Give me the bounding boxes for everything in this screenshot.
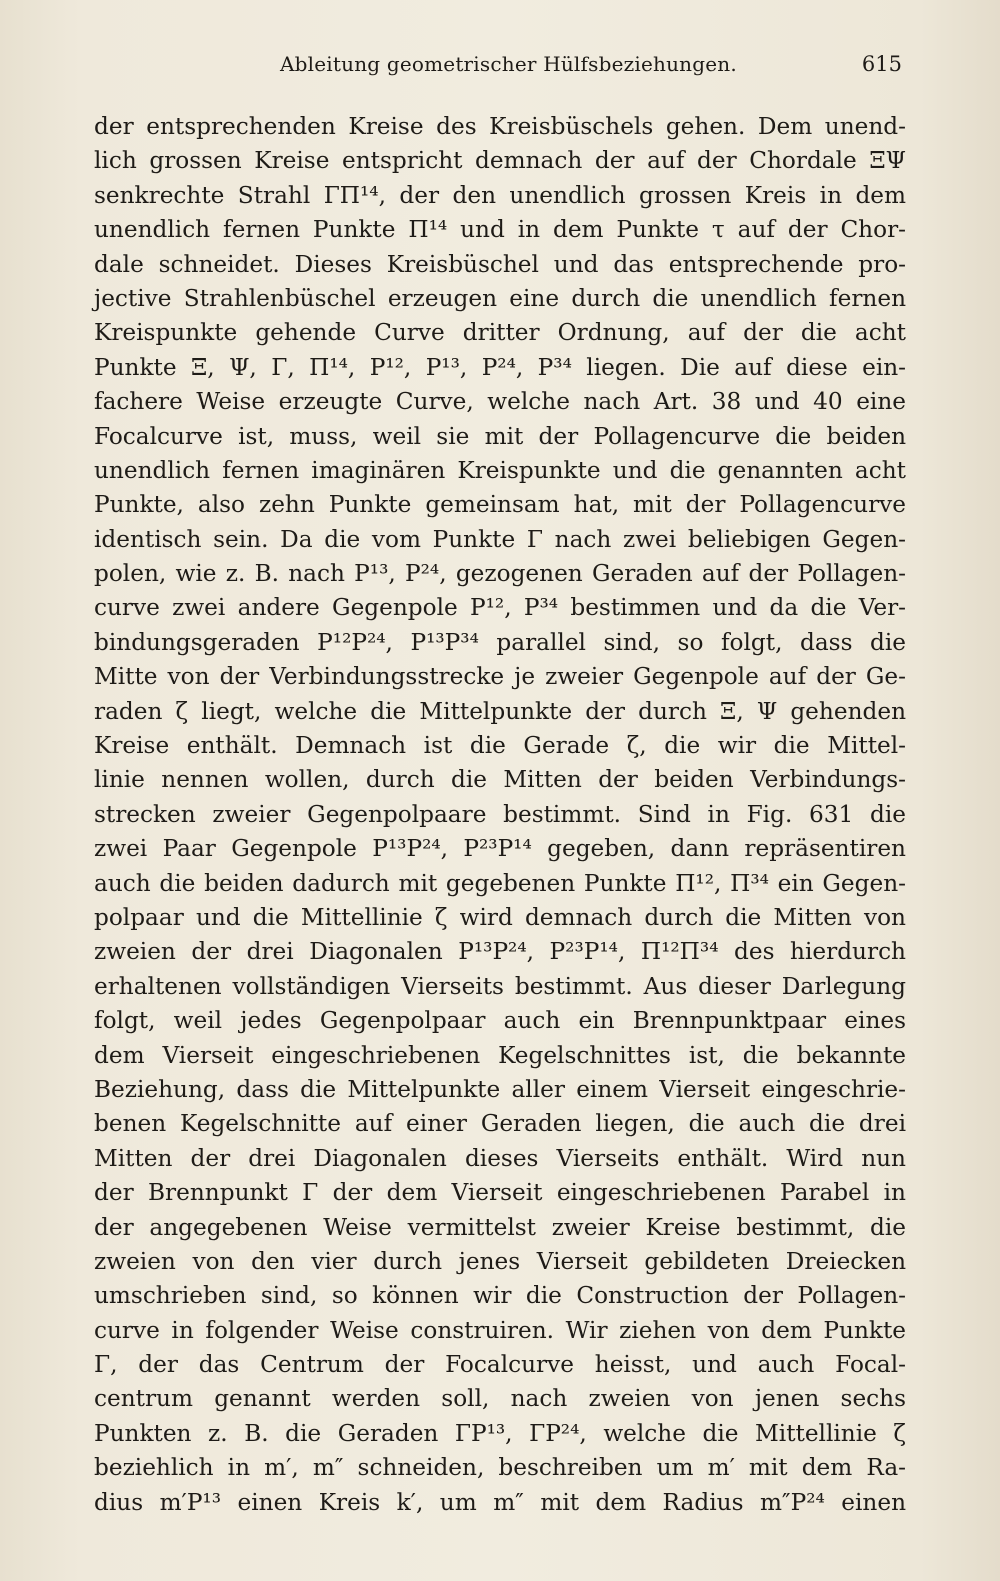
text-line: Γ, der das Centrum der Focalcurve heisst, und auch Focal- [94,1351,906,1379]
text-line: identisch sein. Da die vom Punkte Γ nach zwei beliebigen Gegen- [94,525,906,553]
text-line: zweien der drei Diagonalen P¹³P²⁴, P²³P¹⁴, Π¹²Π³⁴ des hierdurch [94,938,906,966]
running-head: Ableitung geometrischer Hülfsbeziehungen. [280,52,737,76]
text-line: zweien von den vier durch jenes Vierseit gebildeten Dreiecken [94,1247,906,1275]
text-line: Punkte Ξ, Ψ, Γ, Π¹⁴, P¹², P¹³, P²⁴, P³⁴ liegen. Die auf diese ein- [94,353,906,381]
text-line: Focalcurve ist, muss, weil sie mit der Pollagencurve die beiden [94,422,906,450]
text-line: bindungsgeraden P¹²P²⁴, P¹³P³⁴ parallel sind, so folgt, dass die [94,628,906,656]
text-line: umschrieben sind, so können wir die Construction der Pollagen- [94,1282,906,1310]
text-line: der Brennpunkt Γ der dem Vierseit eingeschriebenen Parabel in [94,1179,906,1207]
text-line: polen, wie z. B. nach P¹³, P²⁴, gezogenen Geraden auf der Pollagen- [94,560,906,588]
text-line: strecken zweier Gegenpolpaare bestimmt. Sind in Fig. 631 die [94,800,906,828]
text-line: senkrechte Strahl ΓΠ¹⁴, der den unendlich grossen Kreis in dem [94,181,906,209]
text-line: Beziehung, dass die Mittelpunkte aller einem Vierseit eingeschrie- [94,1075,906,1103]
text-line: erhaltenen vollständigen Vierseits bestimmt. Aus dieser Darlegung [94,972,906,1000]
text-line: dem Vierseit eingeschriebenen Kegelschnittes ist, die bekannte [94,1041,906,1069]
text-line: curve zwei andere Gegenpole P¹², P³⁴ bestimmen und da die Ver- [94,594,906,622]
text-line: jective Strahlenbüschel erzeugen eine durch die unendlich fernen [94,284,906,312]
text-line: benen Kegelschnitte auf einer Geraden liegen, die auch die drei [94,1110,906,1138]
text-line: zwei Paar Gegenpole P¹³P²⁴, P²³P¹⁴ gegeben, dann repräsentiren [94,835,906,863]
text-line: der entsprechenden Kreise des Kreisbüschels gehen. Dem unend- [94,113,906,140]
text-line: unendlich fernen Punkte Π¹⁴ und in dem Punkte τ auf der Chor- [94,216,906,244]
text-line: polpaar und die Mittellinie ζ wird demnach durch die Mitten von [94,903,906,931]
page-number: 615 [861,52,902,76]
text-line: fachere Weise erzeugte Curve, welche nach Art. 38 und 40 eine [94,388,906,416]
text-line: dale schneidet. Dieses Kreisbüschel und das entsprechende pro- [94,250,906,278]
text-line: linie nennen wollen, durch die Mitten der beiden Verbindungs- [94,766,906,794]
text-line: Punkten z. B. die Geraden ΓP¹³, ΓP²⁴, welche die Mittellinie ζ [94,1419,906,1447]
text-line: unendlich fernen imaginären Kreispunkte und die genannten acht [94,456,906,484]
text-line: lich grossen Kreise entspricht demnach der auf der Chordale ΞΨ [94,147,906,175]
text-line: dius m′P¹³ einen Kreis k′, um m″ mit dem Radius m″P²⁴ einen [94,1488,906,1516]
text-line: beziehlich in m′, m″ schneiden, beschreiben um m′ mit dem Ra- [94,1454,906,1482]
body-text [94,110,906,1520]
text-line: der angegebenen Weise vermittelst zweier Kreise bestimmt, die [94,1213,906,1241]
text-line: centrum genannt werden soll, nach zweien von jenen sechs [94,1385,906,1413]
text-line: raden ζ liegt, welche die Mittelpunkte der durch Ξ, Ψ gehenden [94,697,906,725]
text-line: folgt, weil jedes Gegenpolpaar auch ein Brennpunktpaar eines [94,1007,906,1035]
text-line: Mitten der drei Diagonalen dieses Vierseits enthält. Wird nun [94,1144,906,1172]
text-line: Kreise enthält. Demnach ist die Gerade ζ, die wir die Mittel- [94,732,906,760]
text-line: Punkte, also zehn Punkte gemeinsam hat, mit der Pollagencurve [94,491,906,519]
text-line: auch die beiden dadurch mit gegebenen Punkte Π¹², Π³⁴ ein Gegen- [94,869,906,897]
text-line: Mitte von der Verbindungsstrecke je zweier Gegenpole auf der Ge- [94,663,906,691]
text-line: curve in folgender Weise construiren. Wir ziehen von dem Punkte [94,1316,906,1344]
page-header [94,52,902,86]
text-line: Kreispunkte gehende Curve dritter Ordnung, auf der die acht [94,319,906,347]
